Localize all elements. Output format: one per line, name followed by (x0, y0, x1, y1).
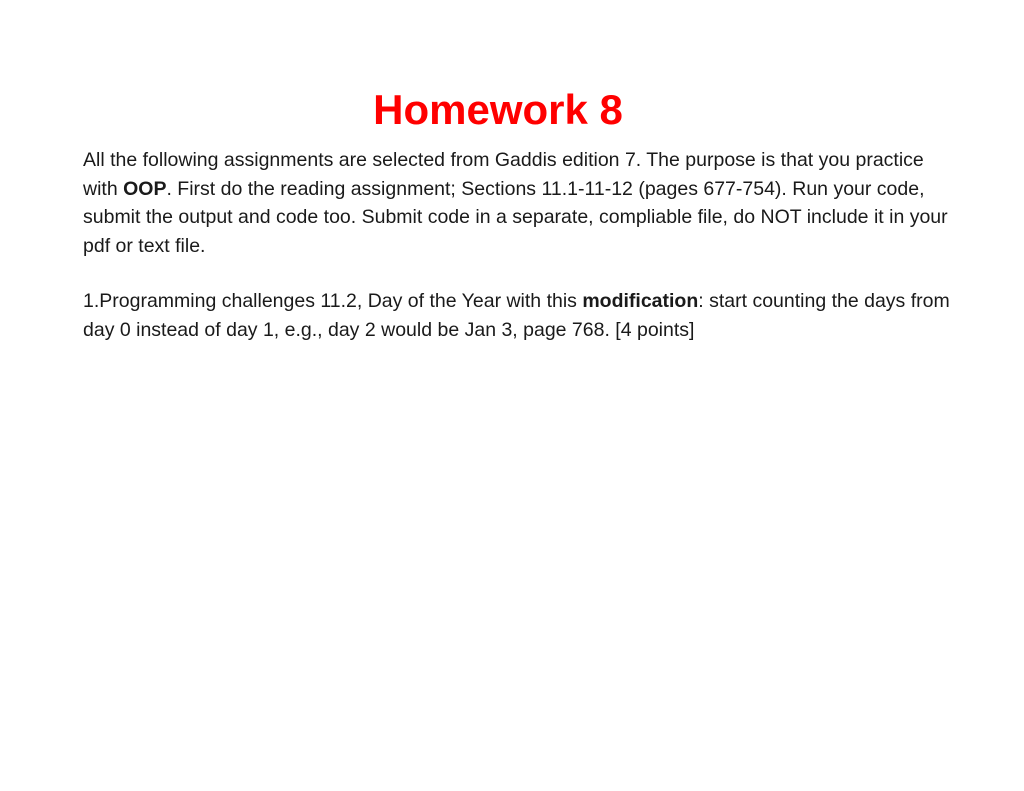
intro-text-start: All the following assignments are selected from Gaddis edition 7. The purpose is that you practice with (83, 149, 924, 200)
intro-paragraph (83, 146, 953, 260)
page-title: Homework 8 (373, 86, 623, 133)
intro-text-end: . First do the reading assignment; Sections 11.1-11-12 (pages 677-754). Run your code, submit the output and code too. Submit code in a separate, compliable file, do NOT include it in your pdf or text file. (83, 177, 948, 257)
item1-text-end: : start counting the days from day 0 instead of day 1, e.g., day 2 would be Jan 3, page 768. [4 points] (83, 290, 950, 341)
item1-bold-modification: modification (582, 290, 699, 312)
assignment-item-1 (83, 287, 953, 344)
intro-bold-oop: OOP (123, 177, 167, 200)
item1-text-start: 1.Programming challenges 11.2, Day of the Year with this (83, 290, 583, 312)
document-body (83, 146, 953, 344)
